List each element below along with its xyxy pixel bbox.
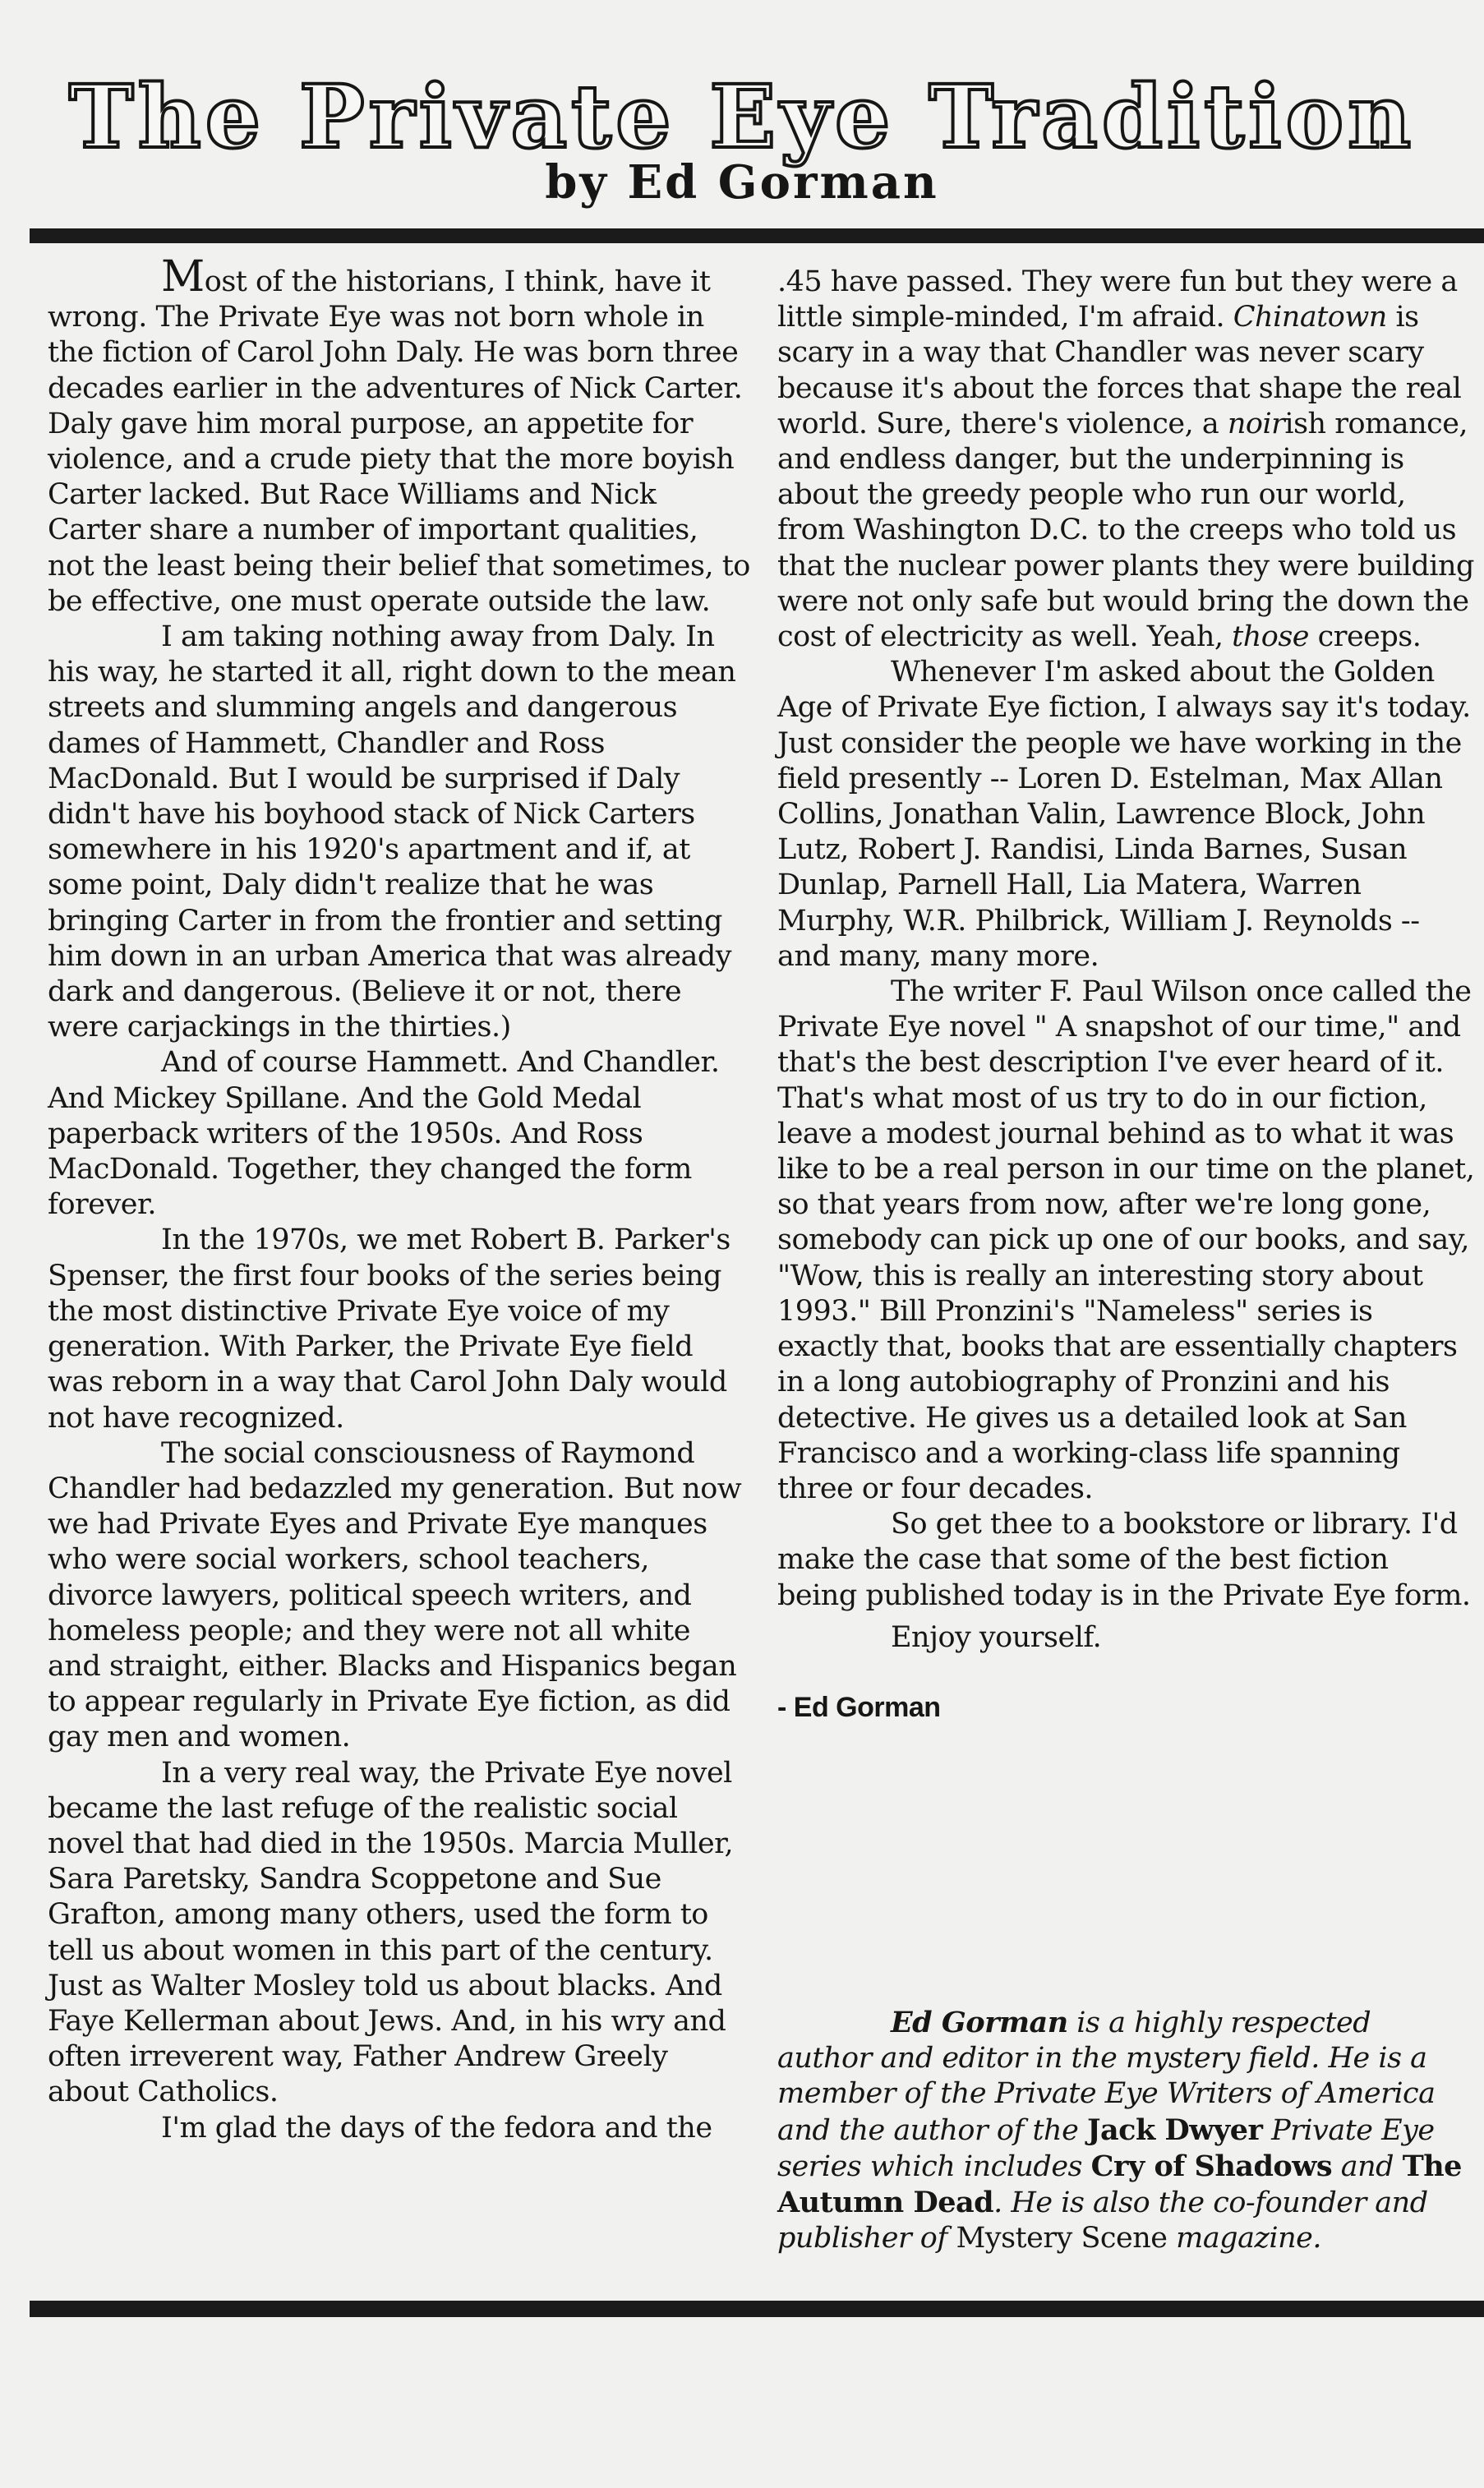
paragraph: In a very real way, the Private Eye novel became the last refuge of the realistic social novel that had died in the 1950s. Marcia Muller, Sara Paretsky, Sandra Scoppetone and Sue Grafton, among many others, used the form to tell us about women in this part of the century. Just as Walter Mosley told us about blacks. And Faye Kellerman about Jews. And, in his wry and often irreverent way, Father Andrew Greely about Catholics.: [48, 1756, 734, 2109]
closing-line: Enjoy yourself.: [891, 1620, 1102, 1654]
paragraph: And of course Hammett. And Chandler. And Mickey Spillane. And the Gold Medal paperback writers of the 1950s. And Ross MacDonald. Together, they changed the form forever.: [48, 1046, 720, 1222]
magazine-name: Mystery Scene: [956, 2222, 1168, 2255]
book-title: The Autumn Dead: [777, 2149, 1462, 2220]
paragraph: Whenever I'm asked about the Golden Age of Private Eye fiction, I always say it's today. Just consider the people we have working in the field presently -- Loren D. Estelman, Max Allan Collins, Jonathan Valin, Lawrence Block, John Lutz, Robert J. Randisi, Linda Barnes, Susan Dunlap, Parnell Hall, Lia Matera, Warren Murphy, W.R. Philbrick, William J. Reynolds -- and many, many more.: [777, 656, 1471, 973]
article-title: The Private Eye Tradition: [68, 65, 1416, 168]
bio-text: is a highly respected author and editor in the mystery field. He is a member of the Private Eye Writers of America and the author of the: [777, 2007, 1436, 2147]
signature: - Ed Gorman: [777, 1691, 941, 1723]
bottom-divider: [30, 2301, 1484, 2317]
right-column: [777, 265, 1476, 1725]
emphasis: those: [1232, 620, 1310, 654]
series-name: Jack Dwyer: [1086, 2112, 1263, 2147]
paragraph: I am taking nothing away from Daly. In his way, he started it all, right down to the mean streets and slumming angels and dangerous dames of Hammett, Chandler and Ross MacDonald. But I would be surprised if Daly didn't have his boyhood stack of Nick Carters somewhere in his 1920's apartment and if, at some point, Daly didn't realize that he was bringing Carter in from the frontier and setting him down in an urban America that was already dark and dangerous. (Believe it or not, there were carjackings in the thirties.): [48, 620, 736, 1044]
bio-paragraph: [777, 2005, 1468, 2256]
film-title: Chinatown: [1233, 301, 1387, 334]
author-bio: [777, 2005, 1468, 2256]
author-name: Ed Gorman: [891, 2006, 1068, 2039]
drop-cap: M: [161, 252, 205, 302]
top-divider: [30, 228, 1484, 243]
paragraph-text: ish romance, and endless danger, but the underpinning is about the greedy people who run our world, from Washington D.C. to the creeps who told us that the nuclear power plants they were building were not only safe but would bring the down the cost of electricity as well. Yeah,: [777, 407, 1474, 654]
bio-text: . He is also the co-founder and publisher of: [777, 2186, 1428, 2255]
bio-text: magazine.: [1167, 2222, 1321, 2255]
paragraph: I'm glad the days of the fedora and the: [161, 2111, 712, 2145]
paragraph-text: ost of the historians, I think, have it wrong. The Private Eye was not born whole in the fiction of Carol John Daly. He was born three decades earlier in the adventures of Nick Carter. Daly gave him moral purpose, an appetite for violence, and a crude piety that the more boyish Carter lacked. But Race Williams and Nick Carter share a number of important qualities, not the least being their belief that sometimes, to be effective, one must operate outside the law.: [48, 265, 750, 618]
paragraph: So get thee to a bookstore or library. I'd make the case that some of the best fiction being published today is in the Private Eye form.: [777, 1508, 1471, 1612]
emphasis: noir: [1227, 407, 1285, 440]
paragraph: In the 1970s, we met Robert B. Parker's Spenser, the first four books of the series being the most distinctive Private Eye voice of my generation. With Parker, the Private Eye field was reborn in a way that Carol John Daly would not have recognized.: [48, 1223, 730, 1435]
paragraph-text: is scary in a way that Chandler was never scary because it's about the forces that shape the real world. Sure, there's violence, a: [777, 301, 1462, 440]
book-title: Cry of Shadows: [1090, 2149, 1333, 2183]
paragraph: The writer F. Paul Wilson once called the Private Eye novel " A snapshot of our time," and that's the best description I've ever heard of it. That's what most of us try to do in our fiction, leave a modest journal behind as to what it was like to be a real person in our time on the planet, so that years from now, after we're long gone, somebody can pick up one of our books, and say, "Wow, this is really an interesting story about 1993." Bill Pronzini's "Nameless" series is exactly that, books that are essentially chapters in a long autobiography of Pronzini and his detective. He gives us a detailed look at San Francisco and a working-class life spanning three or four decades.: [777, 975, 1475, 1505]
paragraph: [48, 252, 750, 620]
paragraph: The social consciousness of Raymond Chandler had bedazzled my generation. But now we had Private Eyes and Private Eye manques who were social workers, school teachers, divorce lawyers, political speech writers, and homeless people; and they were not all white and straight, either. Blacks and Hispanics began to appear regularly in Private Eye fiction, as did gay men and women.: [48, 1436, 742, 1754]
bio-text: and: [1332, 2149, 1403, 2183]
left-column: [48, 252, 750, 2146]
bio-text: Private Eye series which includes: [777, 2113, 1435, 2183]
article-byline: by Ed Gorman: [545, 155, 939, 210]
paragraph-text: .45 have passed. They were fun but they were a little simple-minded, I'm afraid.: [777, 265, 1458, 334]
paragraph: [777, 265, 1476, 655]
paragraph-text: creeps.: [1309, 620, 1422, 654]
